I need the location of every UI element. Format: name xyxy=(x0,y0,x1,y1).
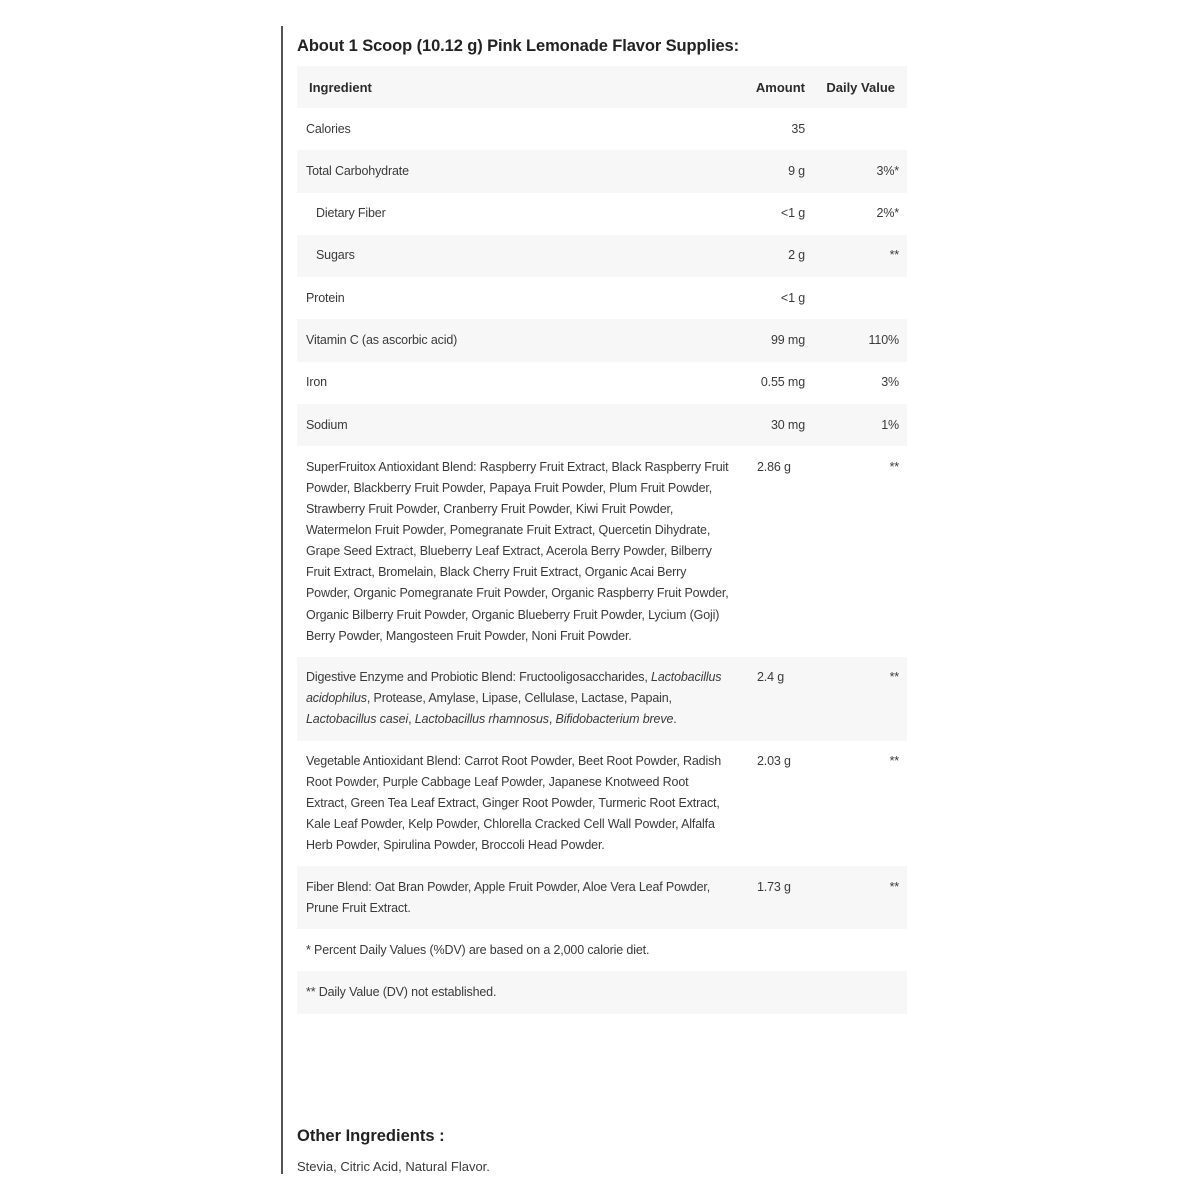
row-daily-value: 3%* xyxy=(805,150,907,192)
nutrition-table xyxy=(297,66,907,1014)
row-amount: 1.73 g xyxy=(737,866,805,929)
row-daily-value: 2%* xyxy=(876,206,899,221)
supplement-facts xyxy=(297,36,907,1014)
table-row xyxy=(297,108,907,150)
row-daily-value: ** xyxy=(889,459,899,474)
row-amount: <1 g xyxy=(780,290,805,305)
table-row xyxy=(297,657,907,741)
row-amount: 99 mg xyxy=(737,319,805,361)
blend-ingredients xyxy=(297,657,737,741)
row-daily-value: ** xyxy=(805,235,907,277)
row-daily-value: 3% xyxy=(881,375,899,390)
row-daily-value: 1% xyxy=(805,404,907,446)
row-amount: 0.55 mg xyxy=(760,375,805,390)
row-amount: 30 mg xyxy=(737,404,805,446)
row-amount: <1 g xyxy=(780,206,805,221)
table-row xyxy=(297,277,907,319)
blend-ingredients: Vegetable Antioxidant Blend: Carrot Root Powder, Beet Root Powder, Radish Root Powder, Purple Cabbage Leaf Powder, Japanese Knotweed Root Extract, Green Tea Leaf Extract, Ginger Root Powder, Turmeric Root Extract, Kale Leaf Powder, Kelp Powder, Chlorella Cracked Cell Wall Powder, Alfalfa Herb Powder, Spirulina Powder, Broccoli Head Powder. xyxy=(306,754,722,853)
row-daily-value xyxy=(805,108,907,150)
row-ingredient: Dietary Fiber xyxy=(316,206,386,221)
row-ingredient: Calories xyxy=(306,121,351,136)
blend-ingredients: Fiber Blend: Oat Bran Powder, Apple Fruit Powder, Aloe Vera Leaf Powder, Prune Fruit Extract. xyxy=(297,866,737,929)
row-amount: 2.86 g xyxy=(757,459,791,474)
table-row xyxy=(297,971,907,1013)
blend-text-italic: Lactobacillus rhamnosus xyxy=(414,712,549,727)
row-ingredient: Sodium xyxy=(297,404,737,446)
table-row xyxy=(297,235,907,277)
table-header-row xyxy=(297,66,907,108)
row-daily-value: 110% xyxy=(805,319,907,361)
footnote-dv-not-established: ** Daily Value (DV) not established. xyxy=(297,971,907,1013)
footnote-percent-dv: * Percent Daily Values (%DV) are based on a 2,000 calorie diet. xyxy=(306,942,650,957)
table-row xyxy=(297,929,907,971)
table-row xyxy=(297,404,907,446)
row-amount: 9 g xyxy=(737,150,805,192)
row-ingredient: Iron xyxy=(306,375,327,390)
row-amount: 2.4 g xyxy=(737,657,805,741)
table-row xyxy=(297,193,907,235)
left-border-line xyxy=(281,26,283,1174)
row-ingredient: Protein xyxy=(306,290,345,305)
blend-text-italic: Lactobacillus casei xyxy=(306,712,409,727)
other-ingredients-title: Other Ingredients : xyxy=(297,1127,445,1145)
row-amount: 2.03 g xyxy=(757,754,791,768)
table-row xyxy=(297,319,907,361)
header-daily-value: Daily Value xyxy=(805,66,907,108)
row-amount: 35 xyxy=(791,121,805,136)
row-ingredient: Vitamin C (as ascorbic acid) xyxy=(297,319,737,361)
row-ingredient: Sugars xyxy=(297,235,737,277)
row-daily-value: ** xyxy=(889,754,899,768)
header-ingredient: Ingredient xyxy=(297,66,737,108)
row-daily-value: ** xyxy=(805,866,907,929)
table-row xyxy=(297,741,907,867)
blend-text: , xyxy=(408,712,415,727)
row-ingredient: Total Carbohydrate xyxy=(297,150,737,192)
other-ingredients-text: Stevia, Citric Acid, Natural Flavor. xyxy=(297,1159,490,1174)
row-amount: 2 g xyxy=(737,235,805,277)
blend-text-italic: Bifidobacterium breve xyxy=(555,712,674,727)
row-daily-value xyxy=(805,277,907,319)
blend-text: . xyxy=(673,712,677,727)
table-row xyxy=(297,362,907,404)
table-row xyxy=(297,446,907,656)
blend-text: , xyxy=(548,712,556,727)
table-row xyxy=(297,150,907,192)
header-amount: Amount xyxy=(737,66,805,108)
table-row xyxy=(297,866,907,929)
blend-ingredients: SuperFruitox Antioxidant Blend: Raspberry Fruit Extract, Black Raspberry Fruit Powder, Blackberry Fruit Powder, Papaya Fruit Powder, Plum Fruit Powder, Strawberry Fruit Powder, Cranberry Fruit Powder, Kiwi Fruit Powder, Watermelon Fruit Powder, Pomegranate Fruit Extract, Quercetin Dihydrate, Grape Seed Extract, Blueberry Leaf Extract, Acerola Berry Powder, Bilberry Fruit Extract, Bromelain, Black Cherry Fruit Extract, Organic Acai Berry Powder, Organic Pomegranate Fruit Powder, Organic Raspberry Fruit Powder, Organic Bilberry Fruit Powder, Organic Blueberry Fruit Powder, Lycium (Goji) Berry Powder, Mangosteen Fruit Powder, Noni Fruit Powder. xyxy=(306,459,729,643)
blend-text: Digestive Enzyme and Probiotic Blend: Fructooligosaccharides, xyxy=(306,670,652,685)
serving-heading: About 1 Scoop (10.12 g) Pink Lemonade Flavor Supplies: xyxy=(297,37,740,55)
row-daily-value: ** xyxy=(805,657,907,741)
blend-text-italic: Lactobacillus acidophilus xyxy=(306,670,722,706)
blend-text: , Protease, Amylase, Lipase, Cellulase, Lactase, Papain, xyxy=(366,691,672,706)
